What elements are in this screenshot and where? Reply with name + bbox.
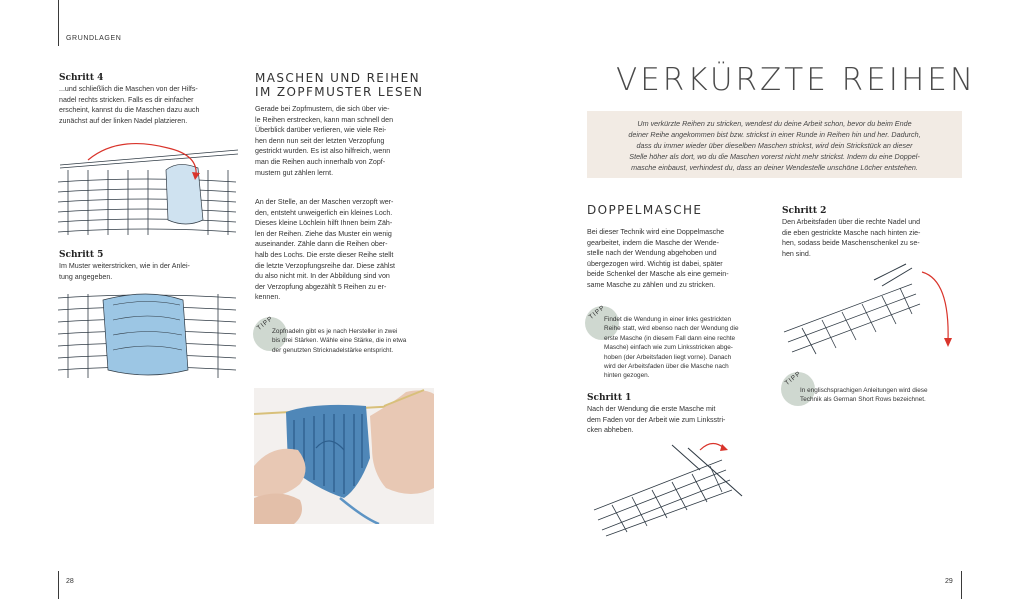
page-number-right: 29	[945, 578, 953, 585]
tip-text: Zopfnadeln gibt es je nach Hersteller in zwei bis drei Stärken. Wähle eine Stärke, die in etwa der genutzten Stricknadelstärke entspricht.	[272, 328, 407, 354]
left-top-rule	[58, 0, 59, 46]
tip-label: TIPP	[255, 315, 275, 332]
intro-box: Um verkürzte Reihen zu stricken, wendest du deine Arbeit schon, bevor du beim Ende deiner Reihe angekommen bist bzw. strickst in einer Runde in Reihen hin und her. Dadurch, dass du immer wieder über dieselben Maschen strickst, wird dein Strickstück an dieser Stelle höher als dort, wo du die Maschen vorerst nicht mehr strickst. Indem du eine Doppel- masche einbaust, verhindest du, dass an deiner Wendestelle unschöne Löcher entstehen.	[587, 111, 962, 178]
schritt2-illustration	[782, 262, 962, 362]
schritt5-text: Im Muster weiterstricken, wie in der Anlei- tung angegeben.	[59, 262, 190, 281]
cable-step4-illustration	[58, 140, 238, 240]
page-title: VERKÜRZTE REIHEN	[616, 62, 977, 98]
section-label: GRUNDLAGEN	[66, 35, 122, 42]
doppelmasche-heading: DOPPELMASCHE	[587, 203, 703, 217]
schritt2-heading: Schritt 2	[782, 206, 827, 216]
schritt1-heading: Schritt 1	[587, 393, 632, 403]
reihen-lesen-para2: An der Stelle, an der Maschen verzopft wer- den, entsteht unweigerlich ein kleines Loch. Dieses kleine Löchlein hilft Ihnen beim Zäh- len der Reihen. Ziehe das Muster ein wenig auseinander. Zähle dann die Reihen ober- halb des Lochs. Die erste dieser Reihe stellt die letzte Verzopfungsreihe dar. Diese zählst du also nicht mit. In der Abbildung sind von der Verzopfung abgezählt 5 Reihen zu er- kennen.	[255, 198, 395, 302]
cable-step5-illustration	[58, 290, 238, 382]
page-number-left: 28	[66, 578, 74, 585]
tip1-label: TIPP	[587, 304, 607, 321]
schritt4-text: ...und schließlich die Maschen von der Hilfs- nadel rechts stricken. Falls es dir einfacher erscheint, kannst du die Maschen dazu auch zunächst auf der linken Nadel platzieren.	[59, 85, 200, 125]
schritt1-text: Nach der Wendung die erste Masche mit dem Faden vor der Arbeit wie zum Linksstri- cken abheben.	[587, 405, 726, 435]
left-bottom-rule	[58, 571, 59, 599]
schritt2-text: Den Arbeitsfaden über die rechte Nadel und die eben gestrickte Masche nach hinten zie- hen, sodass beide Maschenschenkel zu se- hen sind.	[782, 218, 921, 258]
knitting-photo	[254, 388, 434, 524]
reihen-lesen-heading: MASCHEN UND REIHEN IM ZOPFMUSTER LESEN	[255, 71, 424, 99]
doppelmasche-text: Bei dieser Technik wird eine Doppelmasche gearbeitet, indem die Masche der Wende- stelle nach der Wendung abgehoben und übergezogen wird. Wichtig ist dabei, später beide Schenkel der Masche als eine gemein- same Masche zu zählen und zu stricken.	[587, 228, 729, 289]
schritt1-illustration	[592, 440, 772, 540]
schritt5-heading: Schritt 5	[59, 250, 104, 260]
tip2-label: TIPP	[783, 370, 803, 387]
reihen-lesen-para1: Gerade bei Zopfmustern, die sich über vie- le Reihen erstrecken, kann man schnell den Überblick darüber verlieren, wie viele Rei- hen denn nun seit der letzten Verzopfung gestrickt wurden. Es ist also hilfreich, wenn man die Reihen auch innerhalb von Zopf- mustern gut zählen lernt.	[255, 105, 394, 177]
tip1-text: Findet die Wendung in einer links gestrickten Reihe statt, wird ebenso nach der Wendung die erste Masche (in diesem Fall dann eine rechte Masche) einfach wie zum Linksstricken abge- hoben (der Arbeitsfaden liegt vorne). Danach wird der Arbeitsfaden über die Masche nach hinten gezogen.	[604, 316, 739, 380]
schritt4-heading: Schritt 4	[59, 73, 104, 83]
tip2-text: In englischsprachigen Anleitungen wird diese Technik als German Short Rows bezeichnet.	[800, 387, 928, 404]
right-bottom-rule	[961, 571, 962, 599]
